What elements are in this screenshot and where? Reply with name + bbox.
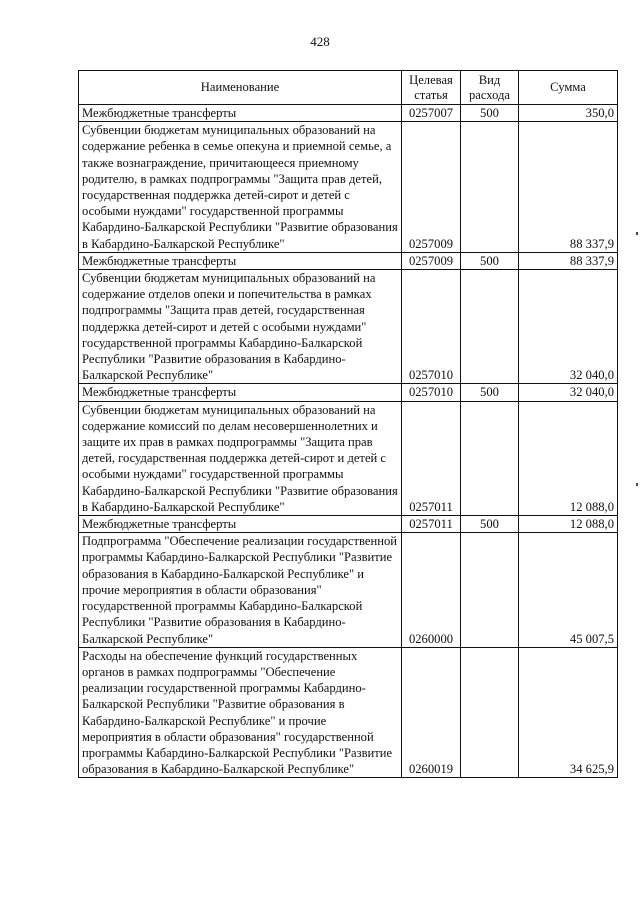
row-code: 0257007: [402, 105, 461, 122]
row-kind: 500: [461, 516, 519, 533]
row-name: Субвенции бюджетам муниципальных образований на содержание комиссий по делам несовершеннолетних и защите их прав в рамках подпрограммы "Защита прав детей, государственная поддержка детей-сирот и детей с особыми нуждами" государственной программы Кабардино-Балкарской Республики "Развитие образования в Кабардино-Балкарской Республике": [79, 401, 402, 515]
table-row: [79, 516, 618, 533]
header-kind-label-2: расхода: [468, 87, 511, 102]
header-name-label: Наименование: [200, 80, 280, 94]
row-kind: 500: [461, 105, 519, 122]
row-name: Межбюджетные трансферты: [79, 516, 402, 533]
header-sum-label: Сумма: [550, 80, 586, 94]
table-row: [79, 252, 618, 269]
row-kind: [461, 533, 519, 647]
header-kind: [461, 71, 519, 105]
row-name: Субвенции бюджетам муниципальных образований на содержание ребенка в семье опекуна и приемной семье, а также вознаграждение, причитающееся приемному родителю, в рамках подпрограммы "Защита прав детей, государственная поддержка детей-сирот и детей с особыми нуждами" государственной программы Кабардино-Балкарской Республики "Развитие образования в Кабардино-Балкарской Республике": [79, 122, 402, 253]
row-code: 0257010: [402, 270, 461, 384]
page-number: 428: [310, 34, 330, 49]
scan-edge-mark: [636, 232, 638, 235]
table-row: [79, 401, 618, 515]
row-name: Подпрограмма "Обеспечение реализации государственной программы Кабардино-Балкарской Республики "Развитие образования в Кабардино-Балкарской Республике" и прочие мероприятия в области образования" государственной программы Кабардино-Балкарской Республики "Развитие образования в Кабардино-Балкарской Республике": [79, 533, 402, 647]
row-kind: [461, 401, 519, 515]
row-code: 0260019: [402, 647, 461, 778]
row-kind: [461, 122, 519, 253]
header-code-label-2: статья: [414, 87, 448, 102]
row-kind: 500: [461, 384, 519, 401]
row-code: 0257009: [402, 252, 461, 269]
table-row: [79, 270, 618, 384]
row-kind: [461, 270, 519, 384]
row-name: Межбюджетные трансферты: [79, 252, 402, 269]
table-row: [79, 105, 618, 122]
row-sum: 32 040,0: [519, 270, 618, 384]
row-code: 0257011: [402, 401, 461, 515]
row-sum: 88 337,9: [519, 252, 618, 269]
table-row: [79, 122, 618, 253]
row-sum: 45 007,5: [519, 533, 618, 647]
header-code-label-1: Целевая: [409, 72, 453, 87]
row-kind: [461, 647, 519, 778]
row-code: 0257010: [402, 384, 461, 401]
row-sum: 34 625,9: [519, 647, 618, 778]
row-name: Субвенции бюджетам муниципальных образований на содержание отделов опеки и попечительства в рамках подпрограммы "Защита прав детей, государственная поддержка детей-сирот и детей с особыми нуждами" государственной программы Кабардино-Балкарской Республики "Развитие образования в Кабардино-Балкарской Республике": [79, 270, 402, 384]
header-kind-label-1: Вид: [478, 72, 501, 87]
header-sum: [519, 71, 618, 105]
table-row: [79, 384, 618, 401]
header-name: [79, 71, 402, 105]
row-code: 0257011: [402, 516, 461, 533]
row-code: 0257009: [402, 122, 461, 253]
row-kind: 500: [461, 252, 519, 269]
row-sum: 350,0: [519, 105, 618, 122]
row-name: Расходы на обеспечение функций государственных органов в рамках подпрограммы "Обеспечение реализации государственной программы Кабардино-Балкарской Республики "Развитие образования в Кабардино-Балкарской Республике" и прочие мероприятия в области образования" государственной программы Кабардино-Балкарской Республики "Развитие образования в Кабардино-Балкарской Республике": [79, 647, 402, 778]
row-name: Межбюджетные трансферты: [79, 105, 402, 122]
row-code: 0260000: [402, 533, 461, 647]
row-sum: 32 040,0: [519, 384, 618, 401]
row-sum: 12 088,0: [519, 401, 618, 515]
table-row: [79, 647, 618, 778]
budget-table: [78, 70, 618, 778]
header-code: [402, 71, 461, 105]
row-name: Межбюджетные трансферты: [79, 384, 402, 401]
row-sum: 88 337,9: [519, 122, 618, 253]
row-sum: 12 088,0: [519, 516, 618, 533]
table-row: [79, 533, 618, 647]
scan-edge-mark: [636, 483, 638, 486]
table-header-row: [79, 71, 618, 105]
